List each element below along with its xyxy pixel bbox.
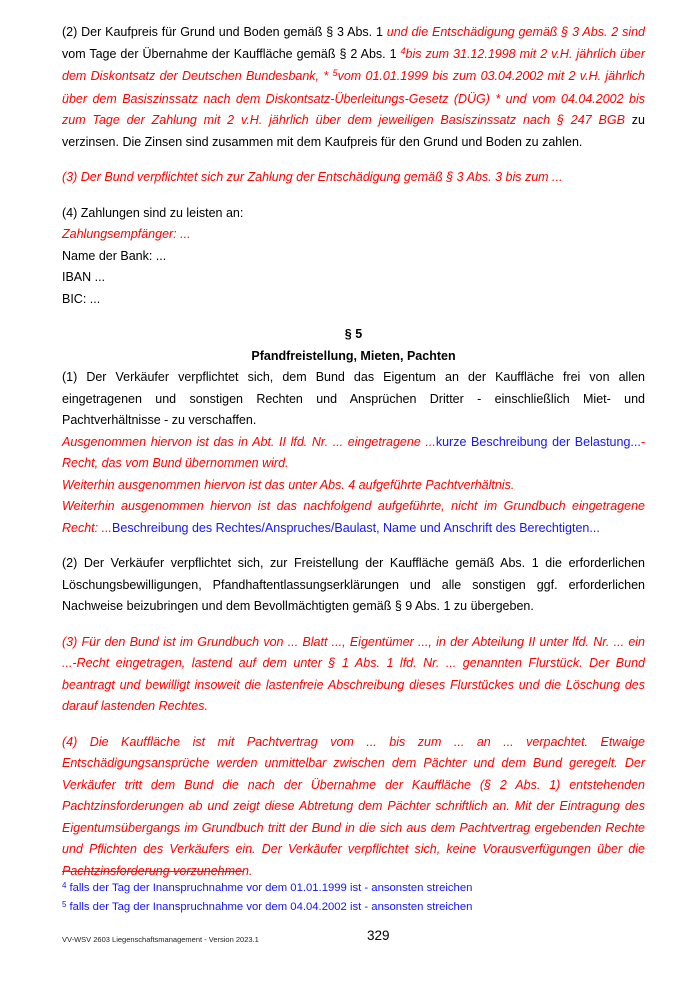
footnote-text: falls der Tag der Inanspruchnahme vor dem 04.04.2002 ist - ansonsten streichen: [69, 901, 473, 913]
text-run: (4) Zahlungen sind zu leisten an:: [62, 205, 244, 220]
para-weiterhin-pachtverhaeltnis: [62, 475, 645, 497]
text-run: § 5: [344, 327, 363, 341]
text-run: Weiterhin ausgenommen hiervon ist das nachfolgend aufgeführte, nicht im Grundbuch eingetragene Recht: ...: [62, 499, 645, 535]
text-run: Name der Bank: ...: [62, 248, 167, 263]
footnote-marker: 5: [62, 899, 67, 909]
text-run: (1) Der Verkäufer verpflichtet sich, dem Bund das Eigentum an der Kauffläche frei von allen eingetragenen und sonstigen Rechten und Ansprüchen Dritter - einschließlich Miet- und Pachtverhältnisse - zu verschaffen.: [62, 370, 645, 427]
text-run: bis zum 31.12.1998 mit 2 v.H. jährlich über dem Diskontsatz der Deutschen Bundesbank, *: [62, 46, 645, 83]
para-ausgenommen-belastung: [62, 432, 645, 475]
para-4-zahlungen: [62, 203, 645, 225]
text-run: Weiterhin ausgenommen hiervon ist das unter Abs. 4 aufgeführte Pachtverhältnis.: [62, 477, 515, 492]
para-2-freistellung: [62, 553, 645, 618]
heading-paragraph-5: [62, 324, 645, 346]
text-run: IBAN ...: [62, 270, 106, 284]
text-run: (2) Der Kaufpreis für Grund und Boden gemäß § 3 Abs. 1: [62, 25, 387, 39]
text-run: (4) Die Kauffläche ist mit Pachtvertrag vom ... bis zum ... an ... verpachtet. Etwaige Entschädigungsansprüche werden unmittelbar zwischen dem Pächter und dem Bund geregelt. Der Verkäufer tritt dem Bund die nach der Übernahme der Kauffläche (§ 2 Abs. 1) entstehenden Pachtzinsforderungen ab und zeigt diese Abtretung dem Pächter schriftlich an. Mit der Eintragung des Eigentumsübergangs im Grundbuch tritt der Bund in die sich aus dem Pachtvertrag ergebenden Rechte und Pflichten des Verkäufers ein. Der Verkäufer verpflichtet sich, keine Vorausverfügungen über die Pachtzinsforderung vorzunehmen.: [62, 734, 645, 878]
footer-version-label: VV-WSV 2603 Liegenschaftsmanagement - Version 2023.1: [62, 935, 259, 944]
footnote-separator: [62, 871, 244, 872]
text-run: kurze Beschreibung der Belastung...: [435, 434, 641, 449]
line-iban: [62, 267, 645, 289]
text-run: zu verzinsen. Die Zinsen sind zusammen mit dem Kaufpreis für den Grund und Boden zu zahlen.: [62, 113, 645, 149]
text-run: vom 01.01.1999 bis zum 03.04.2002 mit 2 v.H. jährlich über dem Basiszinssatz nach dem Diskontsatz-Überleitungs-Gesetz (DÜG) * und vom 04.04.2002 bis zum Tage der Zahlung mit 2 v.H. jährlich über dem jeweiligen Basiszinssatz nach § 247 BGB: [62, 69, 645, 127]
footnote-list: [62, 879, 645, 917]
text-run: 5: [332, 68, 338, 78]
line-bic: [62, 289, 645, 311]
text-run: und die Entschädigung gemäß § 3 Abs. 2 sind: [386, 25, 645, 39]
text-run: (2) Der Verkäufer verpflichtet sich, zur Freistellung der Kauffläche gemäß Abs. 1 die erforderlichen Löschungsbewilligungen, Pfandhaftentlassungserklärungen und alle sonstigen ggf. erforderlichen Nachweise beizubringen und dem Bevollmächtigten gemäß § 9 Abs. 1 zu übergeben.: [62, 556, 645, 613]
text-run: Ausgenommen hiervon ist das in Abt. II lfd. Nr. ... eingetragene ...: [62, 434, 436, 449]
text-run: -Recht, das vom Bund übernommen wird.: [62, 434, 645, 470]
line-name-der-bank: [62, 246, 645, 268]
text-run: (3) Für den Bund ist im Grundbuch von ... Blatt ..., Eigentümer ..., in der Abteilung II unter lfd. Nr. ... ein ...-Recht eingetragen, lastend auf dem unter § 1 Abs. 1 lfd. Nr. ... genannten Flurstück. Der Bund beantragt und bewilligt insoweit die lastenfreie Abschreibung dieses Flurstückes und die Löschung des darauf lastenden Rechtes.: [62, 634, 645, 713]
text-run: 4: [400, 45, 406, 56]
text-run: Pfandfreistellung, Mieten, Pachten: [251, 348, 456, 363]
para-2-kaufpreis-verzinsung: [62, 22, 645, 153]
footnote: [62, 879, 645, 898]
text-run: Beschreibung des Rechtes/Anspruches/Baulast, Name und Anschrift des Berechtigten...: [112, 520, 600, 535]
text-run: BIC: ...: [62, 291, 101, 306]
document-body: [62, 22, 645, 882]
para-3-grundbuch: [62, 632, 645, 718]
text-run: vom Tage der Übernahme der Kauffläche gemäß § 2 Abs. 1: [62, 46, 401, 61]
text-run: Zahlungsempfänger: ...: [62, 227, 191, 241]
footnote: [62, 898, 645, 917]
para-weiterhin-recht: [62, 496, 645, 539]
para-4-pachtvertrag: [62, 732, 645, 883]
page-number: 329: [367, 928, 390, 943]
heading-pfandfreistellung: [62, 346, 645, 368]
footnote-text: falls der Tag der Inanspruchnahme vor dem 01.01.1999 ist - ansonsten streichen: [69, 882, 473, 894]
footnote-marker: 4: [62, 880, 67, 890]
para-3-entschaedigung: [62, 167, 645, 189]
text-run: (3) Der Bund verpflichtet sich zur Zahlung der Entschädigung gemäß § 3 Abs. 3 bis zum ...: [62, 170, 563, 184]
para-1-verkaeufer-eigentum: [62, 367, 645, 432]
line-zahlungsempfaenger: [62, 224, 645, 246]
